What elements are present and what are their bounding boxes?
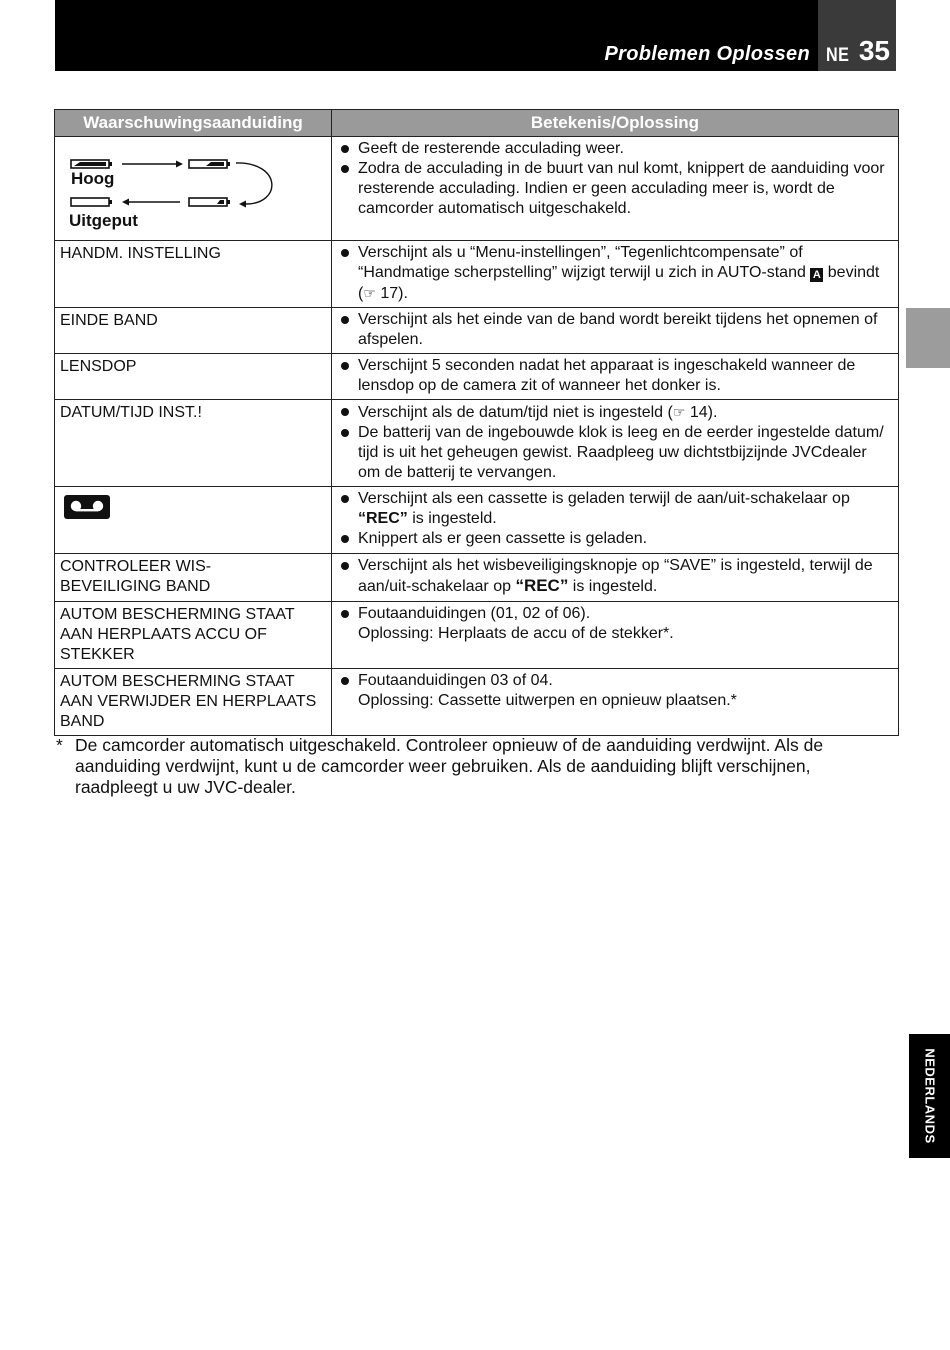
table-row: [55, 241, 899, 308]
table-row: [55, 669, 899, 736]
footnote-text: De camcorder automatisch uitgeschakeld. Controleer opnieuw of de aanduiding verdwijnt. Als de aanduiding verdwijnt, kunt u de camcorder weer gebruiken. Als de aanduiding blijft verschijnen, raadpleegt u uw JVC-dealer.: [75, 735, 824, 797]
meaning-cell: [332, 137, 899, 241]
section-thumb-tab: [906, 308, 950, 368]
bullet-line: Verschijnt als u “Menu-instellingen”, “Tegenlichtcompensate” of “Handmatige scherpstelling” wijzigt terwijl u zich in AUTO-stand A bevindt (☞ 17).: [338, 243, 892, 304]
table-row: [55, 137, 899, 241]
bullet-icon: [341, 165, 349, 173]
header-bar: [55, 0, 818, 71]
language-side-tab-label: NEDERLANDS: [922, 1048, 937, 1144]
warning-table: [54, 109, 899, 736]
table-row: [55, 554, 899, 602]
bullet-icon: [341, 145, 349, 153]
table-row: [55, 400, 899, 487]
bullet-icon: [341, 610, 349, 618]
bullet-line: De batterij van de ingebouwde klok is leeg en de eerder ingestelde datum/ tijd is uit het geheugen gewist. Raadpleeg uw dichtstbijzijnde JVCdealer om de batterij te vervangen.: [338, 423, 892, 483]
bullet-icon: [341, 677, 349, 685]
bullet-line: Verschijnt als de datum/tijd niet is ingesteld (☞ 14).: [338, 402, 892, 423]
meaning-cell: [332, 487, 899, 554]
battery-indicator-cell: [55, 137, 332, 241]
language-code: NE: [826, 45, 850, 66]
bullet-line: Verschijnt 5 seconden nadat het apparaat is ingeschakeld wanneer de lensdop op de camera zit of wanneer het donker is.: [338, 356, 892, 396]
footnote-marker: *: [56, 735, 63, 755]
bullet-line: Verschijnt als het einde van de band wordt bereikt tijdens het opnemen of afspelen.: [338, 310, 892, 350]
bullet-line: Verschijnt als het wisbeveiligingsknopje op “SAVE” is ingesteld, terwijl de aan/uit-schakelaar op “REC” is ingesteld.: [338, 556, 892, 597]
table-header-row: [55, 110, 899, 137]
battery-level-icon: [60, 140, 290, 236]
bullet-icon: [341, 362, 349, 370]
meaning-cell: [332, 400, 899, 487]
rec-position-label: “REC”: [515, 576, 569, 595]
column-header-meaning: Betekenis/Oplossing: [332, 110, 899, 137]
bullet-line: Verschijnt als een cassette is geladen terwijl de aan/uit-schakelaar op “REC” is ingesteld.: [338, 489, 892, 529]
bullet-line: Knippert als er geen cassette is geladen.: [338, 529, 892, 549]
indicator-cell: EINDE BAND: [55, 308, 332, 354]
bullet-line: Geeft de resterende acculading weer.: [338, 139, 892, 159]
indicator-cell: LENSDOP: [55, 354, 332, 400]
page-reference-icon: ☞: [672, 404, 686, 420]
rec-position-label: “REC”: [358, 510, 408, 527]
meaning-cell: [332, 669, 899, 736]
bullet-icon: [341, 429, 349, 437]
indicator-cell: CONTROLEER WIS- BEVEILIGING BAND: [55, 554, 332, 602]
table-row: [55, 354, 899, 400]
bullet-icon: [341, 495, 349, 503]
indicator-cell: HANDM. INSTELLING: [55, 241, 332, 308]
table-row: [55, 308, 899, 354]
column-header-indicator: Waarschuwingsaanduiding: [55, 110, 332, 137]
battery-empty-label: Uitgeput: [69, 211, 138, 230]
auto-mode-icon: A: [810, 268, 823, 282]
indicator-cell: AUTOM BESCHERMING STAAT AAN HERPLAATS ACCU OF STEKKER: [55, 602, 332, 669]
battery-high-label: Hoog: [71, 169, 115, 188]
bullet-icon: [341, 562, 349, 570]
page-reference-icon: ☞: [363, 285, 376, 301]
bullet-icon: [341, 316, 349, 324]
bullet-icon: [341, 408, 349, 416]
meaning-cell: [332, 554, 899, 602]
solution-line: Oplossing: Cassette uitwerpen en opnieuw plaatsen.*: [358, 692, 737, 709]
indicator-cell: AUTOM BESCHERMING STAAT AAN VERWIJDER EN HERPLAATS BAND: [55, 669, 332, 736]
bullet-line: Foutaanduidingen (01, 02 of 06).: [338, 604, 892, 624]
cassette-icon: [63, 493, 111, 521]
cassette-indicator-cell: [55, 487, 332, 554]
bullet-line: Foutaanduidingen 03 of 04.: [338, 671, 892, 691]
meaning-cell: [332, 602, 899, 669]
meaning-cell: [332, 354, 899, 400]
page-number: 35: [858, 35, 890, 66]
bullet-icon: [341, 249, 349, 257]
section-title: Problemen Oplossen: [604, 43, 810, 65]
meaning-cell: [332, 241, 899, 308]
language-side-tab: [909, 1034, 950, 1158]
table-row: [55, 602, 899, 669]
solution-line: Oplossing: Herplaats de accu of de stekker*.: [358, 625, 674, 642]
page-number-box: [818, 0, 896, 71]
table-row: [55, 487, 899, 554]
indicator-cell: DATUM/TIJD INST.!: [55, 400, 332, 487]
bullet-icon: [341, 535, 349, 543]
bullet-line: Zodra de acculading in de buurt van nul komt, knippert de aanduiding voor resterende acculading. Indien er geen acculading meer is, wordt de camcorder automatisch uitgeschakeld.: [338, 159, 892, 219]
meaning-cell: [332, 308, 899, 354]
